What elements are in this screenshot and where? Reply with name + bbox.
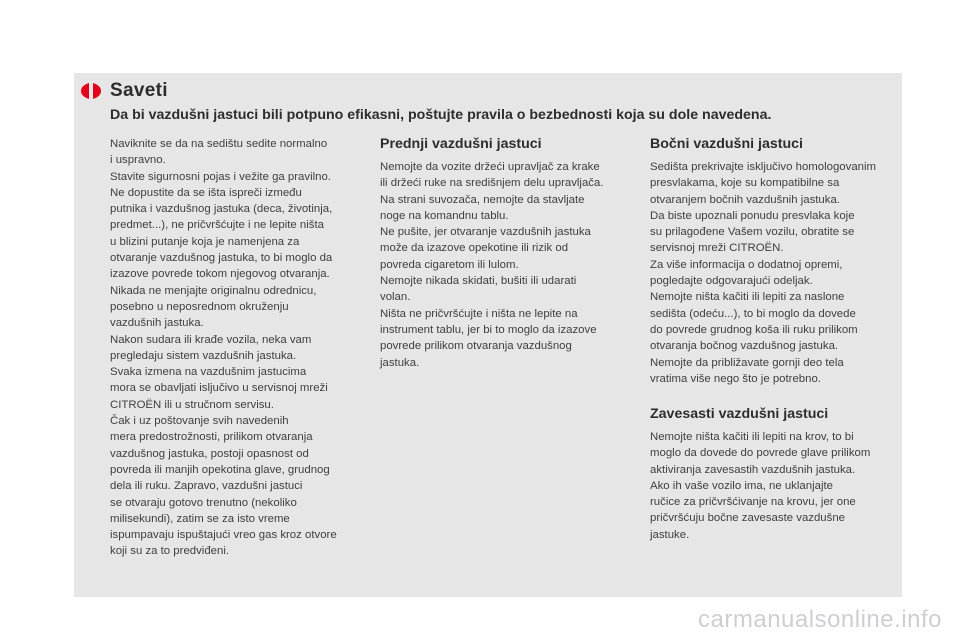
front-airbags-section bbox=[380, 136, 640, 371]
front-airbags-text: Nemojte da vozite držeći upravljač za krake ili držeći ruke na središnjem delu upravljača. Na strani suvozača, nemojte da stavljate noge na komandnu tablu. Ne pušite, jer otvaranje vazdušnih jastuka može da izazove opekotine ili rizik od povreda cigaretom ili lulom. Nemojte nikada skidati, bušiti ili udarati volan. Ništa ne pričvršćujte i ništa ne lepite na instrument tablu, jer bi to moglo da izazove povrede prilikom otvaranja vazdušnog jastuka. bbox=[380, 161, 604, 369]
curtain-airbags-section bbox=[650, 406, 902, 543]
airbag-warning-icon bbox=[80, 82, 102, 100]
curtain-airbags-heading: Zavesasti vazdušni jastuci bbox=[650, 406, 829, 422]
side-airbags-section bbox=[650, 136, 902, 387]
intro-section bbox=[110, 136, 372, 560]
front-airbags-heading: Prednji vazdušni jastuci bbox=[380, 136, 542, 152]
watermark: carmanualsonline.info bbox=[698, 606, 942, 633]
page-title: Saveti bbox=[110, 80, 168, 101]
intro-text: Naviknite se da na sedištu sedite normalno i uspravno. Stavite sigurnosni pojas i vežite ga pravilno. Ne dopustite da se išta ispreči između putnika i vazdušnog jastuka (deca, životinja, predmet...), ne pričvršćujte i ne lepite ništa u blizini putanje koja je namenjena za otvaranje vazdušnog jastuka, to bi moglo da izazove povrede tokom njegovog otvaranja. Nikada ne menjajte originalnu odrednicu, posebno u neposrednom okruženju vazdušnih jastuka. Nakon sudara ili krađe vozila, neka vam pregledaju sistem vazdušnih jastuka. Svaka izmena na vazdušnim jastucima mora se obavljati isljučivo u servisnoj mreži CITROËN ili u stručnom servisu. Čak i uz poštovanje svih navedenih mera predostrožnosti, prilikom otvaranja vazdušnog jastuka, postoji opasnost od povreda ili manjih opekotina glave, grudnog dela ili ruku. Zapravo, vazdušni jastuci se otvaraju gotovo trenutno (nekoliko milisekundi), zatim se za isto vreme ispumpavaju ispuštajući vreo gas kroz otvore koji su za to predviđeni. bbox=[110, 138, 337, 558]
side-airbags-text: Sedišta prekrivajte isključivo homologovanim presvlakama, koje su kompatibilne sa otvaranjem bočnih vazdušnih jastuka. Da biste upoznali ponudu presvlaka koje su prilagođene Vašem vozilu, obratite se servisnoj mreži CITROËN. Za više informacija o dodatnoj opremi, pogledajte odgovarajući odeljak. Nemojte ništa kačiti ili lepiti za naslone sedišta (odeću...), to bi moglo da dovede do povrede grudnog koša ili ruku prilikom otvaranja bočnog vazdušnog jastuka. Nemojte da približavate gornji deo tela vratima više nego što je potrebno. bbox=[650, 161, 877, 385]
side-airbags-heading: Bočni vazdušni jastuci bbox=[650, 136, 803, 152]
page-subtitle: Da bi vazdušni jastuci bili potpuno efikasni, poštujte pravila o bezbednosti koja su dole navedena. bbox=[110, 107, 772, 123]
curtain-airbags-text: Nemojte ništa kačiti ili lepiti na krov, to bi moglo da dovede do povrede glave prilikom aktiviranja zavesastih vazdušnih jastuka. Ako ih vaše vozilo ima, ne uklanjajte ručice za pričvršćivanje na krovu, jer one pričvršćuju bočne zavesaste vazdušne jastuke. bbox=[650, 431, 871, 541]
